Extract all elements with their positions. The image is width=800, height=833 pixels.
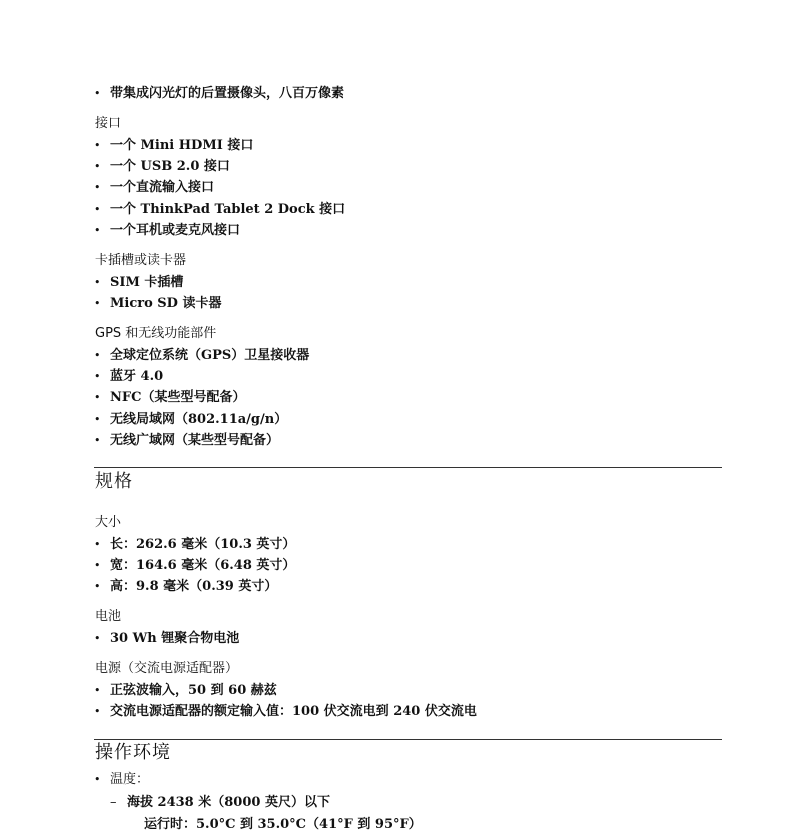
bullet: •: [94, 224, 101, 237]
power-item: 正弦波输入，50 到 60 赫兹: [110, 683, 277, 698]
size-item: 宽：164.6 毫米（6.48 英寸）: [110, 558, 296, 573]
size-heading: 大小: [95, 515, 122, 530]
ports-item: 一个 USB 2.0 接口: [110, 159, 230, 174]
bullet: •: [94, 705, 101, 718]
bullet: •: [94, 139, 101, 152]
bullet: •: [94, 203, 101, 216]
ports-item: 一个 ThinkPad Tablet 2 Dock 接口: [110, 202, 346, 217]
wireless-item: 蓝牙 4.0: [110, 369, 164, 384]
section-divider: [94, 467, 722, 468]
bullet: •: [94, 391, 101, 404]
camera-item: 带集成闪光灯的后置摄像头，八百万像素: [110, 86, 345, 101]
temperature-label: 温度：: [110, 772, 150, 787]
bullet: •: [94, 349, 101, 362]
card-heading: 卡插槽或读卡器: [95, 253, 187, 268]
ports-item: 一个耳机或麦克风接口: [110, 223, 241, 238]
section-divider: [94, 739, 722, 740]
ports-heading: 接口: [95, 116, 122, 131]
wireless-item: 全球定位系统（GPS）卫星接收器: [110, 348, 310, 363]
bullet: •: [94, 538, 101, 551]
ports-item: 一个 Mini HDMI 接口: [110, 138, 254, 153]
power-heading: 电源（交流电源适配器）: [95, 661, 239, 676]
bullet: •: [94, 160, 101, 173]
wireless-item: NFC（某些型号配备）: [110, 390, 246, 405]
bullet: •: [94, 181, 101, 194]
bullet: •: [94, 87, 101, 100]
specs-title: 规格: [95, 471, 133, 492]
bullet: •: [94, 559, 101, 572]
environment-title: 操作环境: [95, 742, 171, 763]
bullet: •: [94, 276, 101, 289]
size-item: 高：9.8 毫米（0.39 英寸）: [110, 579, 278, 594]
operating-temp-item: 运行时：5.0°C 到 35.0°C（41°F 到 95°F）: [144, 817, 422, 832]
card-item: SIM 卡插槽: [110, 275, 184, 290]
altitude-item: 海拔 2438 米（8000 英尺）以下: [127, 795, 330, 810]
bullet: •: [94, 297, 101, 310]
bullet: •: [94, 434, 101, 447]
size-item: 长：262.6 毫米（10.3 英寸）: [110, 537, 296, 552]
card-item: Micro SD 读卡器: [110, 296, 222, 311]
wireless-heading: GPS 和无线功能部件: [95, 326, 217, 341]
battery-heading: 电池: [95, 609, 122, 624]
bullet: •: [94, 773, 101, 786]
bullet: •: [94, 684, 101, 697]
wireless-item: 无线广域网（某些型号配备）: [110, 433, 280, 448]
battery-item: 30 Wh 锂聚合物电池: [110, 631, 240, 646]
dash-marker: –: [110, 795, 117, 810]
bullet: •: [94, 413, 101, 426]
power-item: 交流电源适配器的额定输入值：100 伏交流电到 240 伏交流电: [110, 704, 477, 719]
wireless-item: 无线局域网（802.11a/g/n）: [110, 412, 288, 427]
ports-item: 一个直流输入接口: [110, 180, 215, 195]
bullet: •: [94, 580, 101, 593]
bullet: •: [94, 632, 101, 645]
bullet: •: [94, 370, 101, 383]
